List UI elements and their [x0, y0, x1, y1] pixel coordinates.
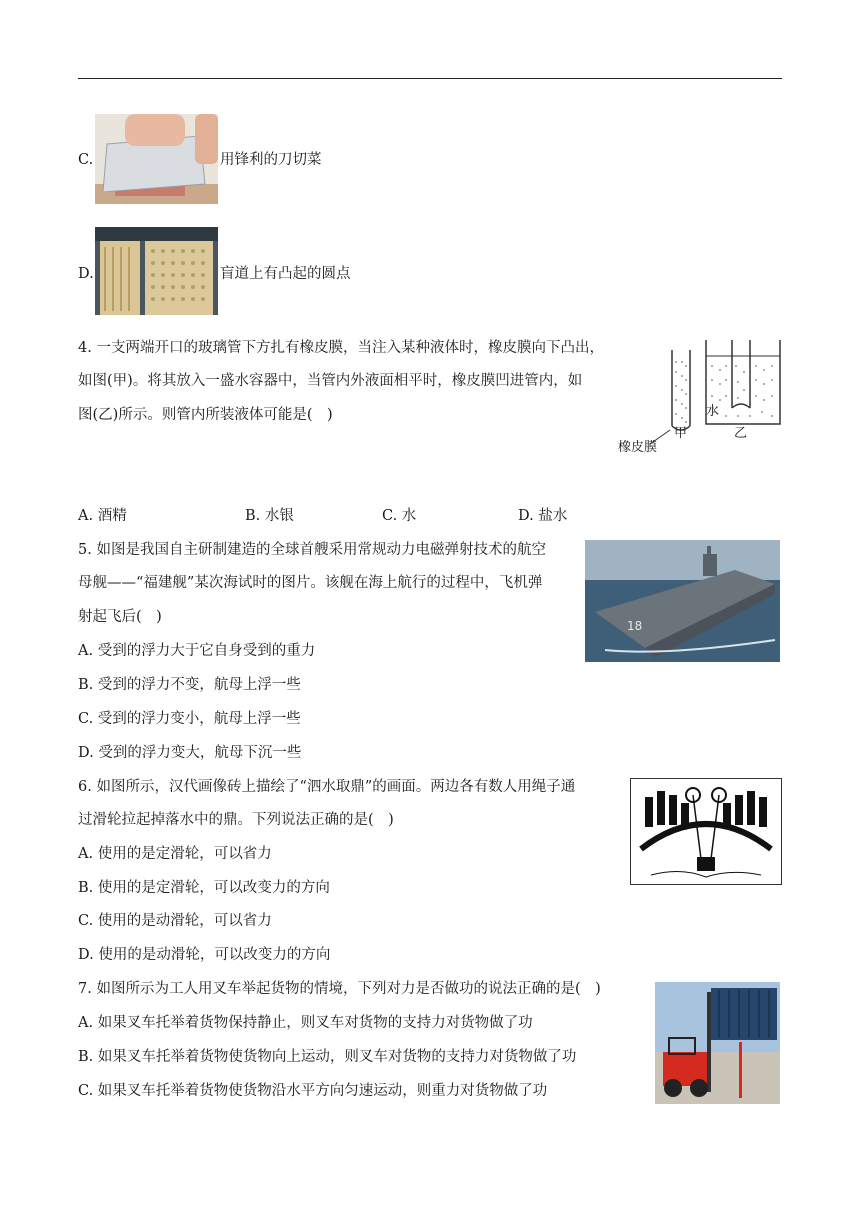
q5-option-d: D. 受到的浮力变大，航母下沉一些	[78, 745, 302, 761]
q4-option-c: C. 水	[382, 508, 417, 524]
q6-option-d: D. 使用的是动滑轮，可以改变力的方向	[78, 947, 331, 963]
q4-option-a: A. 酒精	[78, 508, 127, 524]
q7-option-a: A. 如果叉车托举着货物保持静止，则叉车对货物的支持力对货物做了功	[78, 1015, 533, 1031]
knife-cutting-image	[95, 114, 218, 204]
q4-line1: 4. 一支两端开口的玻璃管下方扎有橡皮膜，当注入某种液体时，橡皮膜向下凸出，	[78, 340, 604, 356]
q7-line1: 7. 如图所示为工人用叉车举起货物的情境，下列对力是否做功的说法正确的是( )	[78, 981, 601, 997]
han-brick-pulley-image	[630, 778, 782, 885]
q5-option-b: B. 受到的浮力不变，航母上浮一些	[78, 677, 301, 693]
option-c-text: 用锋利的刀切菜	[220, 152, 322, 168]
q5-line1: 5. 如图是我国自主研制建造的全球首艘采用常规动力电磁弹射技术的航空	[78, 542, 546, 558]
aircraft-carrier-image	[585, 540, 780, 662]
svg-text:18: 18	[627, 619, 643, 633]
q7-option-c: C. 如果叉车托举着货物使货物沿水平方向匀速运动，则重力对货物做了功	[78, 1083, 548, 1099]
option-d-text: 盲道上有凸起的圆点	[220, 266, 351, 282]
q5-line3: 射起飞后( )	[78, 609, 162, 625]
option-c-label: C.	[78, 152, 94, 168]
q4-option-b: B. 水银	[245, 508, 294, 524]
q6-line1: 6. 如图所示，汉代画像砖上描绘了“泗水取鼎”的画面。两边各有数人用绳子通	[78, 779, 576, 795]
header-rule	[78, 78, 782, 79]
q5-line2: 母舰——“福建舰”某次海试时的图片。该舰在海上航行的过程中，飞机弹	[78, 575, 543, 591]
q5-option-a: A. 受到的浮力大于它自身受到的重力	[78, 643, 316, 659]
fig-membrane-label: 橡皮膜	[618, 440, 658, 455]
q6-option-a: A. 使用的是定滑轮，可以省力	[78, 846, 272, 862]
q4-option-d: D. 盐水	[518, 508, 568, 524]
fig-jia-label: 甲	[674, 426, 688, 441]
tactile-paving-image	[95, 227, 218, 315]
option-d-label: D.	[78, 266, 94, 282]
fig-water-label: 水	[706, 404, 720, 419]
q4-line2: 如图(甲)。将其放入一盛水容器中，当管内外液面相平时，橡皮膜凹进管内，如	[78, 373, 583, 389]
q6-option-c: C. 使用的是动滑轮，可以省力	[78, 913, 272, 929]
q7-option-b: B. 如果叉车托举着货物使货物向上运动，则叉车对货物的支持力对货物做了功	[78, 1049, 577, 1065]
q6-option-b: B. 使用的是定滑轮，可以改变力的方向	[78, 880, 330, 896]
q5-option-c: C. 受到的浮力变小，航母上浮一些	[78, 711, 301, 727]
forklift-image	[655, 982, 780, 1104]
q6-line2: 过滑轮拉起掉落水中的鼎。下列说法正确的是( )	[78, 812, 394, 828]
fig-yi-label: 乙	[734, 426, 748, 441]
q4-line3: 图(乙)所示。则管内所装液体可能是( )	[78, 407, 333, 423]
